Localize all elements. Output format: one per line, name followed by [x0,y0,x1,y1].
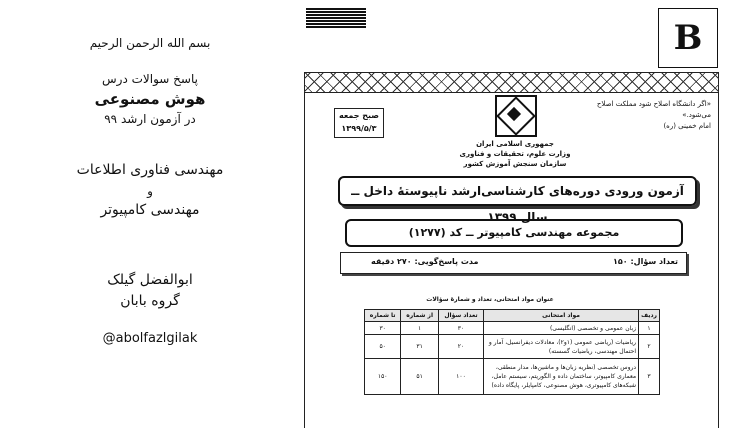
row-from: ۵۱ [401,359,439,395]
row-from: ۳۱ [401,335,439,359]
row-count: ۲۰ [438,335,483,359]
header-subject: مواد امتحانی [484,310,639,322]
org-agency: سازمان سنجش آموزش کشور [463,160,567,168]
row-topic: ریاضیات (ریاضی عمومی (۱و۲)، معادلات دیفرانسیل، آمار و احتمال مهندسی، ریاضیات گسسته) [484,335,639,359]
field-ce: مهندسی کامپیوتر [100,202,200,218]
duration: مدت پاسخ‌گویی: ۲۷۰ دقیقه [371,257,479,266]
header-from: از شماره [401,310,439,322]
header-count: تعداد سؤال [438,310,483,322]
answers-of-label: پاسخ سوالات درس [102,72,198,86]
exam-title: آزمون ورودی دوره‌های کارشناسی‌ارشد ناپیوستهٔ داخل ــ سال ۱۳۹۹ [338,176,697,206]
quote-author: امام خمینی (ره) [663,122,711,130]
left-panel [0,0,300,428]
org-ministry: وزارت علوم، تحقیقات و فناوری [459,150,571,158]
course-title: هوش مصنوعی [94,90,206,108]
table-row [365,322,660,335]
exam-info-bar [340,252,687,274]
imam-quote [571,99,711,132]
row-number: ۱ [639,322,660,335]
barcode-icon [306,8,366,30]
row-topic: زبان عمومی و تخصصی (انگلیسی) [484,322,639,335]
row-count: ۳۰ [438,322,483,335]
row-number: ۲ [639,335,660,359]
row-topic: دروس تخصصی (نظریه زبان‌ها و ماشین‌ها، مدار منطقی، معماری کامپیوتر، ساختمان داده و الگوریتم، سیستم عامل، شبکه‌های کامپیوتری، هوش مصنوعی، کامپایلر، پایگاه داده) [484,359,639,395]
organization-names [450,139,580,169]
quote-text: «اگر دانشگاه اصلاح شود مملکت اصلاح می‌شود.» [596,100,711,119]
author-name: ابوالفضل گیلک [107,272,193,288]
date-day: صبح جمعه [338,111,380,120]
table-row [365,359,660,395]
row-to: ۵۰ [365,335,401,359]
date-box [334,108,384,138]
row-to: ۱۵۰ [365,359,401,395]
header-to: تا شماره [365,310,401,322]
table-row [365,335,660,359]
org-country: جمهوری اسلامی ایران [476,140,554,148]
subjects-table [364,309,660,395]
decorative-border [304,72,719,93]
and-label: و [147,184,153,198]
table-header-row [365,310,660,322]
organization-logo-icon [495,95,537,137]
row-count: ۱۰۰ [438,359,483,395]
basmala: بسم الله الرحمن الرحیم [89,36,211,50]
field-it: مهندسی فناوری اطلاعات [76,162,224,178]
header-row-number: ردیف [639,310,660,322]
question-count: تعداد سؤال: ۱۵۰ [613,257,678,266]
row-number: ۳ [639,359,660,395]
exam-label: در آزمون ارشد ۹۹ [104,112,196,126]
table-caption: عنوان مواد امتحانی، تعداد و شمارهٔ سؤالات [426,296,554,303]
row-from: ۱ [401,322,439,335]
exam-code-title: مجموعه مهندسی کامپیوتر ــ کد (۱۲۷۷) [345,219,683,247]
row-to: ۳۰ [365,322,401,335]
date-value: ۱۳۹۹/۵/۳ [341,124,377,133]
booklet-letter: B [658,8,718,68]
team-name: گروه بابان [120,293,180,309]
author-handle: @abolfazlgilak [102,331,198,346]
